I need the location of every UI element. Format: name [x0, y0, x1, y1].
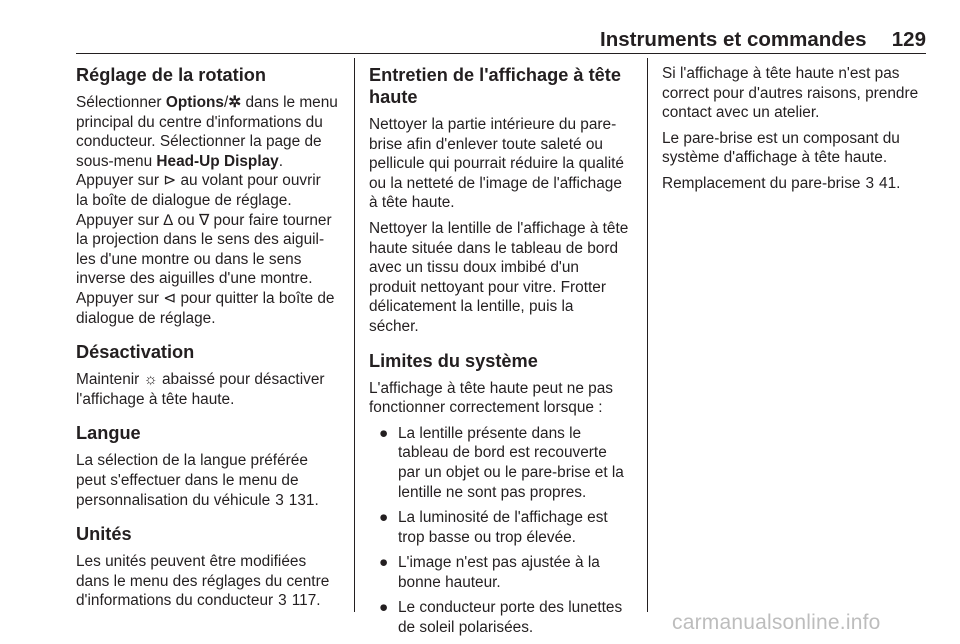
section-heading-units: Unités [76, 524, 132, 545]
options-menu-label: Options [165, 94, 224, 111]
page-reference-icon: 3 [278, 592, 287, 610]
text-line: inverse des aiguilles d'une montre. [76, 270, 313, 288]
list-item [369, 598, 634, 637]
text: pour quitter la boîte de [176, 289, 335, 307]
left-triangle-icon: ⊲ [163, 289, 177, 307]
text-line: Les unités peuvent être modifiées [76, 553, 307, 571]
text: Appuyer sur [76, 172, 164, 190]
text-line: La luminosité de l'affichage est [398, 509, 608, 527]
text-line: La sélection de la langue préférée [76, 452, 308, 470]
header-divider [76, 53, 926, 54]
section-heading-maintenance [369, 64, 634, 108]
text-line [76, 211, 344, 231]
paragraph [662, 129, 926, 168]
text: Maintenir [76, 371, 144, 389]
text-line: de soleil polarisées. [398, 619, 534, 637]
brightness-icon: ☼ [143, 371, 158, 389]
text: 131. [284, 491, 319, 509]
text-line: la projection dans le sens des aiguil- [76, 231, 325, 249]
text-line: les d'une montre ou dans le sens [76, 250, 302, 268]
text-line [662, 174, 926, 194]
column-divider-right [647, 58, 648, 612]
text-line [76, 591, 344, 611]
paragraph [662, 174, 926, 194]
text-line: haute située dans le tableau de bord [369, 239, 619, 257]
limits-intro [369, 379, 634, 418]
text-line: produit nettoyant pour vitre. Frotter [369, 278, 606, 296]
text-line: lentille ne sont pas propres. [398, 483, 587, 501]
text-line [76, 370, 344, 390]
text-line: bonne hauteur. [398, 573, 501, 591]
heading-line: Entretien de l'affichage à tête [369, 65, 621, 85]
maintenance-paragraph-1 [369, 115, 634, 213]
text-line: Nettoyer la partie intérieure du pare- [369, 116, 617, 133]
text: personnalisation du véhicule [76, 491, 275, 509]
column-right [662, 64, 926, 200]
text-line: correct pour d'autres raisons, prendre [662, 84, 919, 102]
bullet-icon: ● [379, 599, 389, 617]
paragraph [662, 64, 926, 123]
watermark: carmanualsonline.info [672, 611, 881, 634]
text: . [278, 152, 284, 170]
text-line: sécher. [369, 317, 419, 335]
bullet-icon: ● [379, 554, 389, 572]
text-line: Nettoyer la lentille de l'affichage à tête [369, 219, 629, 237]
text: Remplacement du pare-brise [662, 174, 865, 192]
text-line: L'image n'est pas ajustée à la [398, 554, 600, 572]
text: Sélectionner [76, 94, 166, 111]
text-line: Le conducteur porte des lunettes [398, 599, 623, 617]
text-line [76, 491, 344, 511]
column-middle [369, 64, 634, 644]
text: d'informations du conducteur [76, 592, 278, 610]
text-line: La lentille présente dans le [398, 424, 582, 442]
section-heading-rotation: Réglage de la rotation [76, 65, 266, 85]
list-item [369, 553, 634, 592]
units-paragraph [76, 552, 344, 611]
text: 117. [287, 592, 321, 610]
rotation-paragraph [76, 93, 344, 328]
text: sous-menu [76, 152, 157, 170]
text: pour faire tourner [209, 211, 332, 229]
bullet-icon: ● [379, 509, 389, 527]
text-line: Si l'affichage à tête haute n'est pas [662, 65, 900, 82]
text: abaissé pour désactiver [157, 371, 325, 389]
maintenance-paragraph-2 [369, 219, 634, 337]
text-line [76, 289, 344, 309]
text-line: ou la netteté de l'image de l'affichage [369, 174, 622, 192]
text-line: pellicule qui pourrait réduire la qualité [369, 155, 624, 173]
text: 41. [874, 174, 901, 192]
gear-icon: ✲ [228, 94, 242, 111]
text-line: dans le menu des réglages du centre [76, 572, 330, 590]
text-line: la boîte de dialogue de réglage. [76, 191, 292, 209]
text-line: contact avec un atelier. [662, 104, 820, 122]
text-line: fonctionner correctement lorsque : [369, 399, 603, 417]
text-line: principal du centre d'informations du [76, 113, 323, 131]
bullet-icon: ● [379, 424, 389, 442]
right-triangle-icon: ⊳ [163, 172, 177, 190]
text-line: l'affichage à tête haute. [76, 390, 235, 408]
list-item [369, 424, 634, 502]
text: Appuyer sur [76, 289, 164, 307]
text-line: Le pare-brise est un composant du [662, 129, 900, 147]
text-line: peut s'effectuer dans le menu de [76, 471, 299, 489]
text-line: système d'affichage à tête haute. [662, 149, 888, 167]
text-line: avec un tissu doux imbibé d'un [369, 259, 579, 277]
text: au volant pour ouvrir [176, 172, 321, 190]
language-paragraph [76, 451, 344, 510]
text-line: à tête haute. [369, 194, 455, 212]
up-triangle-icon: ∆ [163, 211, 173, 229]
column-left [76, 64, 344, 611]
separator: / [223, 94, 229, 111]
page-number: 129 [891, 28, 926, 51]
text-line: brise afin d'enlever toute saleté ou [369, 135, 603, 153]
heading-line: haute [369, 87, 418, 107]
deactivation-paragraph [76, 370, 344, 409]
section-heading-limits: Limites du système [369, 350, 538, 371]
head-up-display-label: Head-Up Display [156, 152, 279, 170]
text-line: tableau de bord est recouverte [398, 444, 607, 462]
down-triangle-icon: ∇ [198, 211, 210, 229]
text: dans le menu [241, 94, 338, 111]
section-heading-language: Langue [76, 423, 141, 444]
text-line: délicatement la lentille, puis la [369, 298, 574, 316]
page-header-title: Instruments et commandes [600, 28, 867, 51]
text-line [76, 152, 344, 172]
text-line [76, 93, 344, 113]
page-reference-icon: 3 [275, 491, 284, 509]
text-line: conducteur. Sélectionner la page de [76, 133, 322, 151]
list-item [369, 508, 634, 547]
text-line: L'affichage à tête haute peut ne pas [369, 379, 613, 397]
text-line: dialogue de réglage. [76, 309, 216, 327]
text: ou [173, 211, 199, 229]
column-divider-left [354, 58, 355, 612]
text-line: par un objet ou le pare-brise et la [398, 463, 624, 481]
page-reference-icon: 3 [865, 174, 875, 192]
text-line [76, 171, 344, 191]
text-line: trop basse ou trop élevée. [398, 528, 576, 546]
section-heading-deactivation: Désactivation [76, 342, 195, 363]
text: Appuyer sur [76, 211, 164, 229]
